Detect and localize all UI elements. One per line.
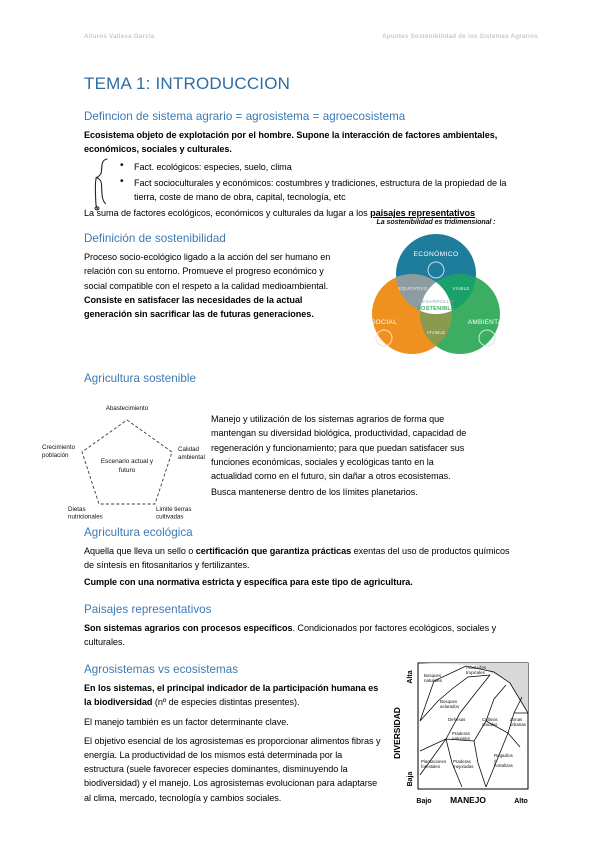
header-doc-ref: Apuntes Sostenibilidad de los Sistemas Agrarios — [382, 33, 538, 40]
region-label-regadios-2: y — [494, 758, 497, 764]
factores-bullet-block — [84, 160, 516, 204]
venn-label-economico: ECONÓMICO — [413, 251, 459, 259]
x-axis-tick-high: Alto — [514, 798, 528, 806]
agrosistemas-para-1 — [84, 681, 384, 709]
list-item: • Fact socioculturales y económicos: costumbres y tradiciones, estructura de la propiedad de la tierra, coste de mano de obra, capital, tecnología, etc — [120, 176, 516, 204]
venn-label-ambiental: AMBIENTAL — [467, 319, 507, 327]
region-label-dehesas: Dehesas — [448, 717, 466, 723]
pentagon-center-line1: Escenario actual y — [100, 458, 154, 466]
agricultura-sostenible-para-2: Busca mantenerse dentro de los límites planetarios. — [211, 487, 418, 498]
list-item: • Fact. ecológicos: especies, suelo, clima — [120, 160, 516, 174]
venn-label-equitativo: EQUITATIVO — [398, 286, 428, 292]
venn-label-vivible: VIVIBLE — [426, 330, 446, 336]
closing-prefix: La suma de factores ecológicos, económicos y culturales da lugar a los — [84, 208, 371, 219]
pentagon-center-line2: futuro — [118, 467, 136, 475]
sostenibilidad-text-column — [84, 232, 348, 321]
diversidad-manejo-figure — [390, 655, 530, 805]
region-label-praderas-mejoradas-2: mejoradas — [453, 764, 474, 770]
pentagon-vertex-label-calidad-2: ambiental — [178, 454, 205, 462]
section-heading-agricultura-sostenible: Agricultura sostenible — [84, 372, 196, 386]
y-axis-label: DIVERSIDAD — [392, 707, 402, 760]
y-axis-tick-low: Baja — [407, 771, 414, 787]
agricultura-sostenible-row — [42, 390, 516, 521]
agricultura-ecologica-para-1a: Aquella que lleva un sello o — [84, 546, 196, 557]
agricultura-ecologica-para-1 — [84, 544, 516, 572]
agricultura-sostenible-text-column — [211, 412, 473, 499]
agrosistemas-para-1n: (nº de especies distintas presentes). — [152, 697, 300, 708]
pentagon-vertex-label-calidad: Calidad — [178, 446, 199, 454]
venn-figure-caption: La sostenibilidad es tridimensional : — [376, 218, 496, 227]
region-label-arbolados-tropicales-2: tropicales — [466, 670, 485, 676]
paisajes-para-1a: Son sistemas agrarios con procesos específicos — [84, 622, 293, 633]
x-axis-tick-low: Bajo — [416, 798, 432, 806]
pentagon-vertex-label-abastecimiento: Abastecimiento — [105, 405, 149, 413]
agrosistemas-para-1b: En los sistemas, el principal indicador de la participación humana es la biodiversidad — [84, 683, 379, 708]
header-author: Ailuros Vallesa García — [84, 33, 155, 40]
region-label-bosques-aclarados-2: aclarados — [440, 704, 460, 710]
definicion-sistema-intro: Ecosistema objeto de explotación por el hombre. Supone la interacción de factores ambientales, económicos, sociales y culturales. — [84, 130, 498, 155]
agricultura-ecologica-para-1b: certificación que garantiza prácticas — [195, 546, 352, 557]
diversidad-manejo-svg — [390, 655, 530, 805]
sostenibilidad-para-1: Proceso socio-ecológico ligado a la acción del ser humano en relación con su entorno. Promueve el progreso económico y social compatible con el respeto a la calidad medioambiental. — [84, 252, 331, 291]
pentagon-vertex-label-limite: Limite tierras — [156, 506, 192, 514]
hand-drawn-brace-icon — [92, 158, 116, 210]
x-axis-label: MANEJO — [450, 795, 486, 806]
paisajes-para-1b: . Condicionados por factores ecológicos, sociales y culturales. — [84, 622, 497, 648]
region-label-praderas-mejoradas: Praderas — [453, 759, 471, 765]
venn-label-viable: VIABLE — [452, 286, 470, 292]
agrosistemas-para-3: El objetivo esencial de los agrosistemas es proporcionar alimentos fibras y energía. La productividad de los mismos está determinada por la estructura (suele favorecer especies dominantes, disminuyendo la biodiversidad) y el manejo. Los agrosistemas evolucionan para adaptarse al clima, mercado, tecnología y cambios sociales. — [84, 735, 381, 803]
running-header — [0, 33, 600, 40]
y-axis-tick-high: Alta — [407, 670, 414, 684]
venn-center-line2: SOSTENIBLE — [417, 306, 455, 313]
pentagon-vertex-label-crecimiento-2: población — [42, 452, 69, 460]
region-label-bosques-aclarados: Bosques — [440, 699, 458, 705]
pentagon-vertex-label-crecimiento: Crecimiento — [42, 444, 76, 452]
region-label-bosques-naturales-2: naturales — [424, 678, 443, 684]
sostenibilidad-row — [84, 218, 516, 362]
region-label-zonas-urbanas-2: urbanas — [510, 722, 526, 728]
region-label-arbolados-tropicales: Arbolados — [466, 665, 486, 671]
document-content — [42, 74, 528, 806]
page-title: TEMA 1: INTRODUCCION — [84, 74, 291, 93]
region-label-praderas-naturales: Praderas — [452, 731, 470, 737]
pentagon-vertex-label-limite-2: cultivadas — [156, 513, 184, 521]
pentagon-vertex-label-dietas: Dietas — [68, 506, 86, 514]
region-label-regadios: Regadíos — [494, 753, 513, 759]
venn-center-line1: DESARROLLO — [418, 300, 454, 306]
agricultura-ecologica-para-2: Cumple con una normativa estricta y específica para este tipo de agricultura. — [84, 576, 413, 587]
agrosistemas-para-2: El manejo también es un factor determinante clave. — [84, 716, 289, 727]
region-label-plantaciones-forestales: Plantaciones — [421, 759, 447, 765]
venn-label-social: SOCIAL — [370, 319, 398, 327]
region-label-regadios-3: hortalizas — [494, 763, 513, 769]
pentagon-diagram-svg — [42, 392, 212, 521]
section-heading-paisajes: Paisajes representativos — [84, 602, 212, 616]
section-heading-sostenibilidad: Definición de sostenibilidad — [84, 232, 226, 246]
agrosistemas-text-column — [84, 681, 384, 805]
pentagon-vertex-label-dietas-2: nutricionales — [68, 513, 103, 521]
region-label-cultivos-anuales-2: anuales — [482, 722, 498, 728]
closing-emphasis: paisajes representativos — [370, 208, 476, 219]
section-heading-agricultura-ecologica: Agricultura ecológica — [84, 526, 193, 540]
agricultura-sostenible-para-1: Manejo y utilización de los sistemas agrarios de forma que mantengan su diversidad biológica, productividad, capacidad de regeneración y funcionamiento; para que puedan satisfacer sus funciones económicas, sociales y ecológicas tanto en la actualidad como en el futuro, sin dañar a otros ecosistemas. — [211, 414, 467, 482]
sostenibilidad-para-2: Consiste en satisfacer las necesidades de la actual generación sin sacrificar las de futuras generaciones. — [84, 294, 314, 320]
region-label-praderas-naturales-2: naturales — [452, 736, 471, 742]
region-label-plantaciones-forestales-2: forestales — [421, 764, 441, 770]
region-label-zonas-urbanas: Zonas — [510, 717, 523, 723]
region-label-cultivos-anuales: Cultivos — [482, 717, 498, 723]
section-heading-agrosistemas: Agrosistemas vs ecosistemas — [84, 663, 239, 677]
pentagon-figure — [42, 392, 207, 521]
agricultura-ecologica-para-1c: exentas del uso de productos químicos de síntesis en fitosanitarios y fertilizantes. — [84, 546, 510, 571]
venn-figure — [356, 218, 516, 362]
venn-diagram-svg — [356, 228, 516, 362]
paisajes-para-1 — [84, 621, 516, 649]
region-label-bosques-naturales: Bosques — [424, 673, 442, 679]
section-heading-definicion-sistema: Defincion de sistema agrario = agrosistema = agroecosistema — [84, 110, 406, 123]
